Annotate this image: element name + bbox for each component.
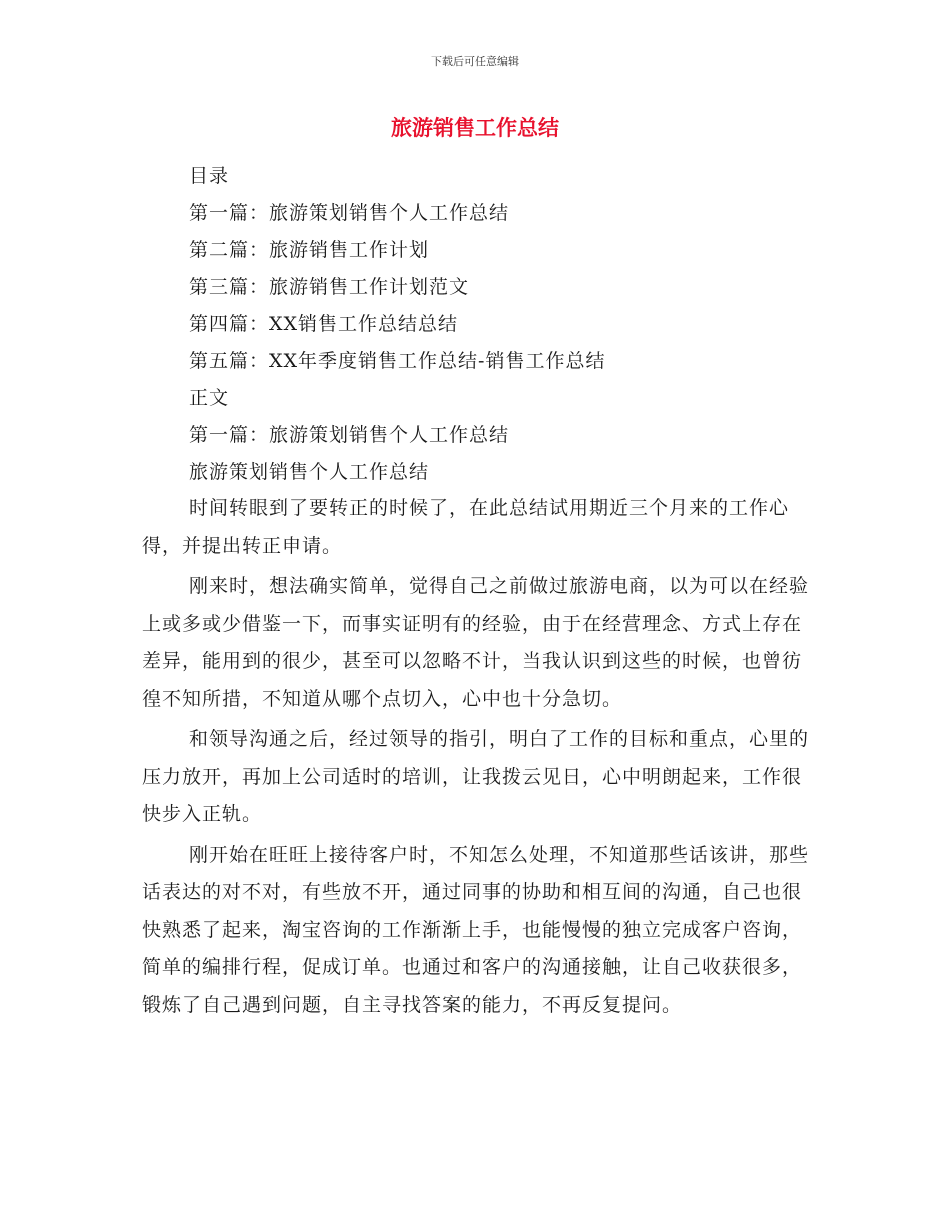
toc-item: 第三篇：旅游销售工作计划范文 (189, 276, 470, 298)
table-of-contents (189, 158, 605, 491)
paragraph: 时间转眼到了要转正的时候了，在此总结试用期近三个月来的工作心得，并提出转正申请。 (142, 497, 790, 557)
section-heading: 第一篇：旅游策划销售个人工作总结 (189, 424, 510, 446)
toc-item: 第二篇：旅游销售工作计划 (189, 239, 430, 261)
body-heading: 正文 (189, 387, 230, 409)
paragraph: 刚来时，想法确实简单，觉得自己之前做过旅游电商，以为可以在经验上或多或少借鉴一下，而事实证明有的经验，由于在经营理念、方式上存在差异，能用到的很少，甚至可以忽略不计，当我认识到这些的时候，也曾彷徨不知所措，不知道从哪个点切入，心中也十分急切。 (142, 575, 810, 710)
toc-item: 第五篇：XX年季度销售工作总结-销售工作总结 (189, 350, 606, 372)
toc-heading: 目录 (189, 165, 230, 187)
toc-item: 第一篇：旅游策划销售个人工作总结 (189, 202, 510, 224)
paragraph: 和领导沟通之后，经过领导的指引，明白了工作的目标和重点，心里的压力放开，再加上公司适时的培训，让我拨云见日，心中明朗起来，工作很快步入正轨。 (142, 728, 810, 825)
toc-item: 第四篇：XX销售工作总结总结 (189, 313, 459, 335)
section-subtitle: 旅游策划销售个人工作总结 (189, 461, 430, 483)
document-body (142, 490, 812, 1027)
document-title: 旅游销售工作总结 (391, 116, 559, 140)
paragraph: 刚开始在旺旺上接待客户时，不知怎么处理，不知道那些话该讲，那些话表达的对不对，有些放不开，通过同事的协助和相互间的沟通，自己也很快熟悉了起来，淘宝咨询的工作渐渐上手，也能慢慢的独立完成客户咨询，简单的编排行程，促成订单。也通过和客户的沟通接触，让自己收获很多，锻炼了自己遇到问题，自主寻找答案的能力，不再反复提问。 (142, 843, 810, 1016)
header-note: 下载后可任意编辑 (431, 55, 519, 68)
